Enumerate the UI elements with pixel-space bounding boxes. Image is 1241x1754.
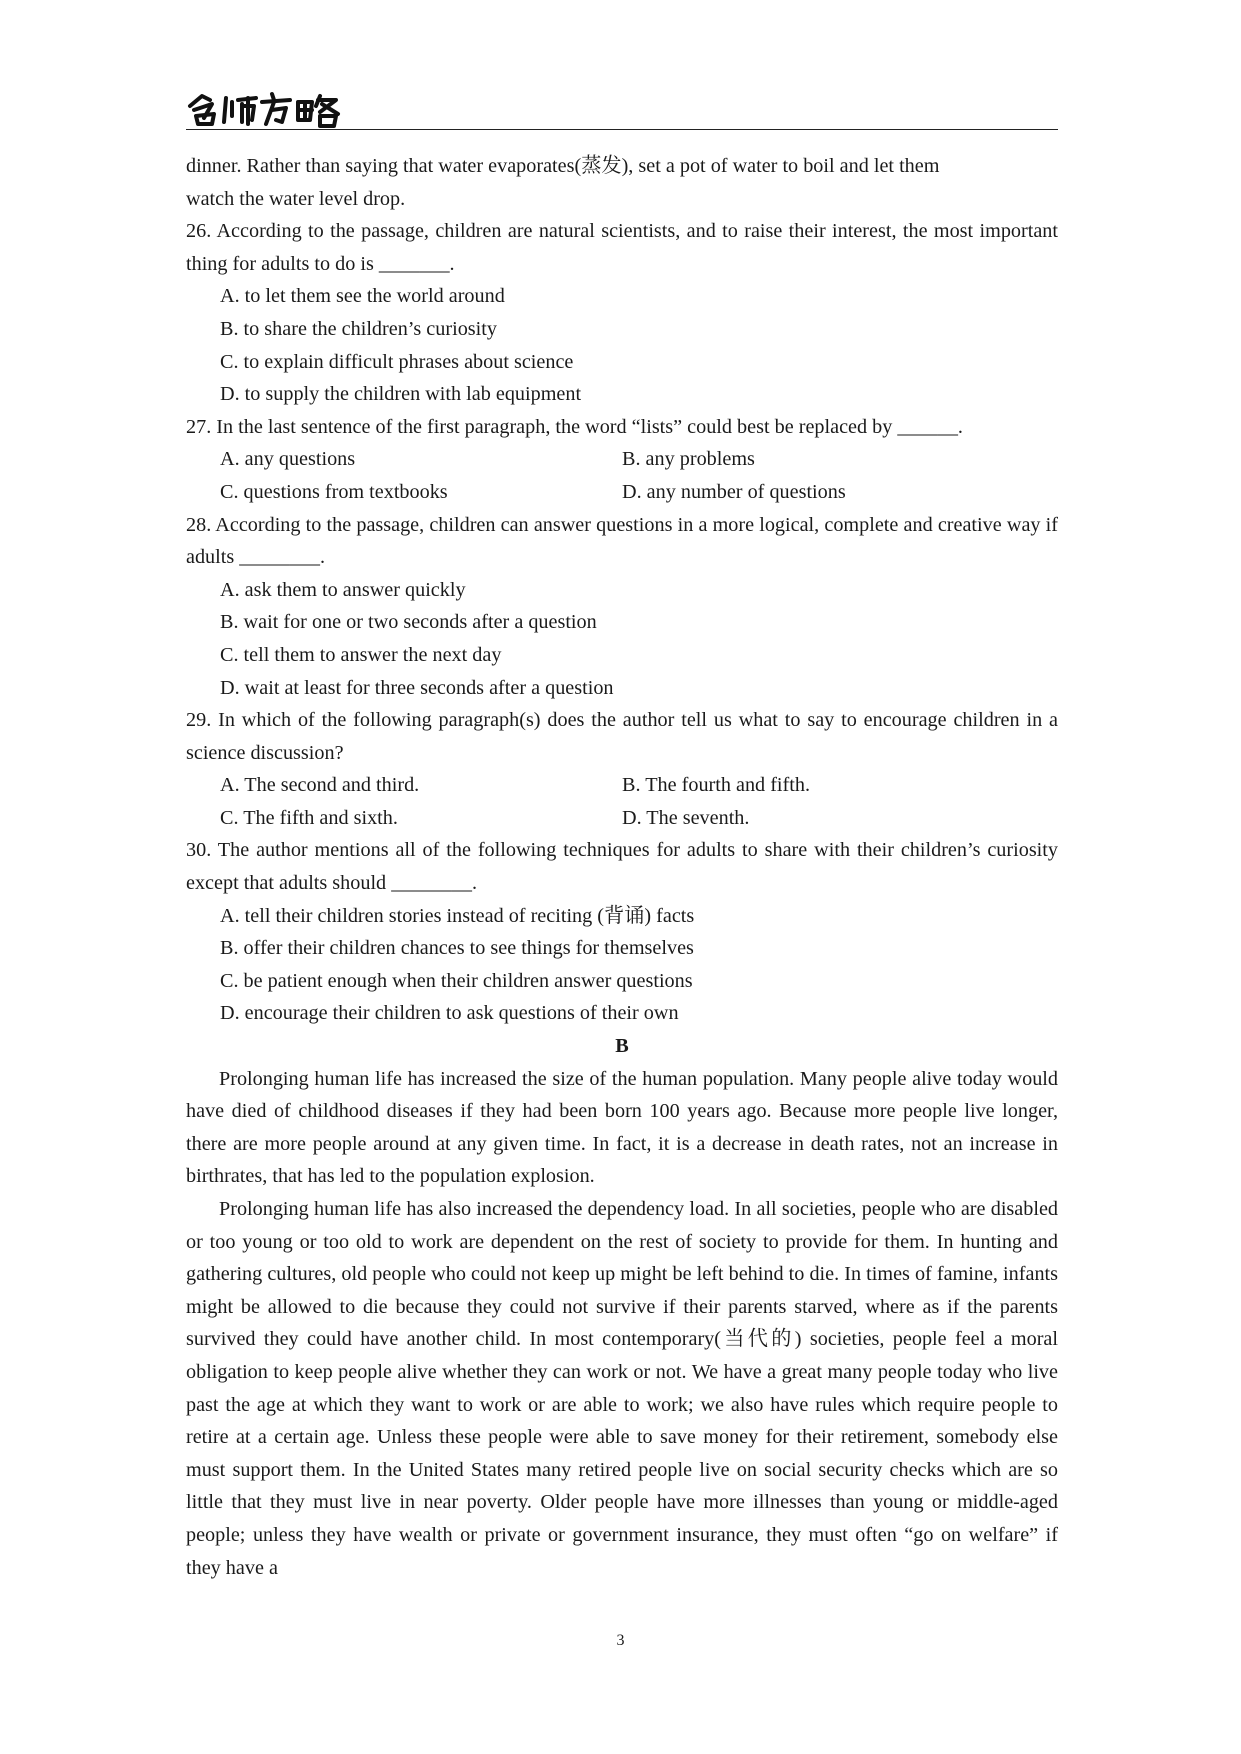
brand-logo: [186, 88, 346, 128]
question-29-option-c: C. The fifth and sixth.: [220, 806, 398, 829]
section-b-paragraph-2: Prolonging human life has also increased the dependency load. In all societies, people who are disabled or too young or too old to work are dependent on the rest of society to provide for them. In hunting and gathering cultures, old people who could not keep up might be left behind to die. In times of famine, infants might be allowed to die because they could not survive if their parents starved, where as if the parents survived they could have another child. In most contemporary(当代的) societies, people feel a moral obligation to keep people alive whether they can work or not. We have a great many people today who live past the age at which they want to work or are able to work; we also have rules which require people to retire at a certain age. Unless these people were able to save money for their retirement, somebody else must support them. In the United States many retired people live on social security checks which are so little that they must live in near poverty. Older people have more illnesses than young or middle-aged people; unless they have wealth or private or government insurance, they must often “go on welfare” if they have a: [186, 1198, 1058, 1579]
section-b-paragraph-1: Prolonging human life has increased the size of the human population. Many people alive today would have died of childhood diseases if they had been born 100 years ago. Because more people live longer, there are more people around at any given time. In fact, it is a decrease in death rates, not an increase in birthrates, that has led to the population explosion.: [186, 1067, 1058, 1188]
question-28-option-d: D. wait at least for three seconds after a question: [220, 676, 614, 699]
question-28-option-c: C. tell them to answer the next day: [220, 643, 502, 666]
question-27-options-row: [186, 476, 1058, 509]
question-30-stem: 30. The author mentions all of the following techniques for adults to share with their children’s curiosity except that adults should ________.: [186, 839, 1058, 895]
question-29-options-row: [186, 802, 1058, 835]
question-26-option-d: D. to supply the children with lab equipment: [220, 383, 582, 406]
question-30-option-c: C. be patient enough when their children answer questions: [220, 969, 693, 992]
question-28-stem: 28. According to the passage, children can answer questions in a more logical, complete and creative way if adults ________.: [186, 513, 1058, 569]
question-26-option-c: C. to explain difficult phrases about science: [220, 350, 574, 373]
question-27-options-row: [186, 443, 1058, 476]
question-29-options-row: [186, 769, 1058, 802]
question-30-option-a: A. tell their children stories instead of reciting (背诵) facts: [220, 904, 695, 927]
question-30-option-d: D. encourage their children to ask questions of their own: [220, 1002, 679, 1025]
question-26-option-a: A. to let them see the world around: [220, 285, 505, 308]
question-28-option-b: B. wait for one or two seconds after a question: [220, 611, 597, 634]
question-27-stem: 27. In the last sentence of the first paragraph, the word “lists” could best be replaced by ______.: [186, 415, 963, 438]
passage-line: watch the water level drop.: [186, 187, 406, 210]
question-27-option-c: C. questions from textbooks: [220, 480, 448, 503]
question-27-option-a: A. any questions: [220, 448, 356, 471]
page-content: [186, 150, 1058, 1584]
passage-line: dinner. Rather than saying that water evaporates(蒸发), set a pot of water to boil and let them: [186, 155, 940, 177]
question-26-stem: 26. According to the passage, children are natural scientists, and to raise their interest, the most important thing for adults to do is _______.: [186, 220, 1058, 275]
page-number: 3: [616, 1632, 625, 1649]
question-30-option-b: B. offer their children chances to see things for themselves: [220, 937, 694, 960]
question-29-option-b: B. The fourth and fifth.: [622, 774, 811, 797]
header-rule: [186, 129, 1058, 130]
question-29-stem: 29. In which of the following paragraph(s) does the author tell us what to say to encourage children in a science discussion?: [186, 709, 1058, 764]
question-27-option-b: B. any problems: [622, 448, 755, 471]
page-header: [186, 88, 1058, 132]
question-28-option-a: A. ask them to answer quickly: [220, 578, 466, 601]
question-29-option-a: A. The second and third.: [220, 774, 420, 797]
passage-continuation: [186, 150, 1058, 215]
question-29-option-d: D. The seventh.: [622, 806, 750, 829]
question-26-option-b: B. to share the children’s curiosity: [220, 317, 497, 340]
section-heading: B: [615, 1035, 629, 1058]
question-27-option-d: D. any number of questions: [622, 480, 846, 503]
